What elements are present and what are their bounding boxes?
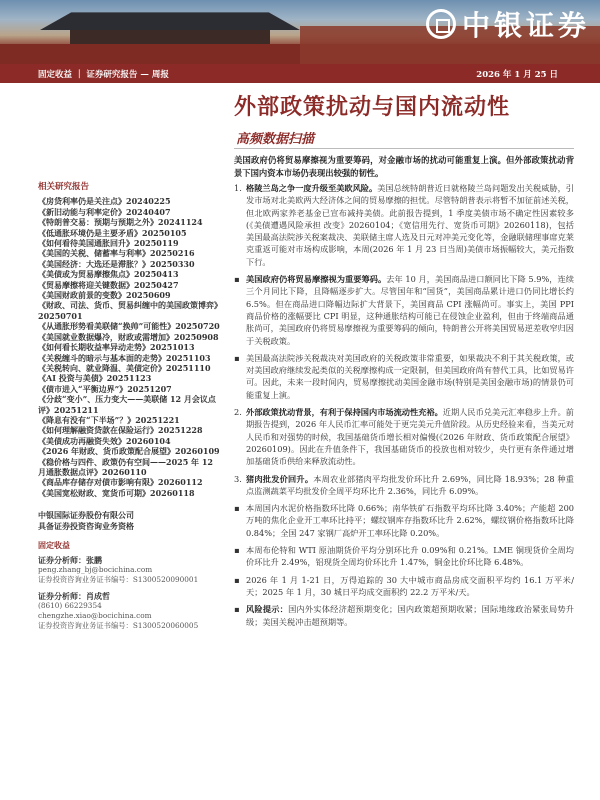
company-logo xyxy=(426,4,590,44)
related-report-item: 《商品库存储存对债市影响有限》20260112 xyxy=(38,477,203,488)
summary-text: 美国政府仍将贸易摩擦视为重要筹码，对金融市场的扰动可能重复上演。但外部政策扰动背景下国内资本市场仍表现出较强的韧性。 xyxy=(234,155,574,178)
analyst-name: 证券分析师：肖成哲 xyxy=(38,590,110,601)
related-reports-list xyxy=(38,196,223,498)
report-body xyxy=(234,182,574,633)
related-report-item: 《关税转向、就业降温、美债定价》20251110 xyxy=(38,362,211,373)
body-paragraph xyxy=(234,544,574,569)
analyst-list xyxy=(38,555,223,631)
bullet-marker: ▪ xyxy=(234,503,240,514)
related-report-item: 《美国宽松财政、宽货币可期》20260118 xyxy=(38,487,195,498)
report-date: 2026 年 1 月 25 日 xyxy=(476,70,558,80)
related-report-item: 《如何看长期收益率异动走势》20251013 xyxy=(38,342,195,353)
related-report-item: 《财政、司法、货币、贸易纠缠中的美国政策博弈》20250701 xyxy=(38,300,222,321)
report-category: 固定收益 ｜ 证券研究报告 — 周报 xyxy=(38,70,169,80)
analyst-email: peng.zhang_bj@bocichina.com xyxy=(38,564,153,574)
paragraph-text: 2026 年 1 月 1-21 日，万得追踪的 30 大中城市商品房成交面积平均约 16.1 万平米/天；2025 年 1 月，30 城日平均成交面积约 22.2 万平米/天。 xyxy=(246,574,574,597)
related-report-item: 《美国的关税、储蓄率与利率》20250216 xyxy=(38,248,195,259)
palace-roof-image xyxy=(40,8,300,30)
paragraph-text: 本周农业部猪肉平均批发价环比升 2.69%，同比降 18.93%；28 种重点监测蔬菜平均批发价全周平均环比升 2.36%，同比升 6.09%。 xyxy=(246,473,574,496)
body-paragraph xyxy=(234,406,574,467)
sector-label: 固定收益 xyxy=(38,540,70,551)
paragraph-lead: 美国政府仍将贸易摩擦视为重要筹码。 xyxy=(246,274,387,285)
related-report-item: 《如何理解融资贷款在保险运行》20251228 xyxy=(38,425,203,436)
related-report-item: 《如何看待美国通胀回升》20250119 xyxy=(38,238,179,249)
analyst-email: chengzhe.xiao@bocichina.com xyxy=(38,610,152,620)
company-line: 具备证券投资咨询业务资格 xyxy=(38,521,134,532)
analyst-block xyxy=(38,591,223,631)
analyst-phone: (8610) 66229354 xyxy=(38,600,102,610)
logo-text: 中银证券 xyxy=(461,9,590,42)
paragraph-text: 国内外实体经济超预期变化；国内政策超预期收紧；国际地缘政治紧张局势升级；美国关税冲击超预期等。 xyxy=(246,604,574,627)
related-report-item: 《2026 年财政、货币政策配合展望》20260109 xyxy=(38,446,220,457)
bullet-marker: ▪ xyxy=(234,574,240,585)
bullet-marker: 2. xyxy=(234,407,242,418)
related-report-item: 《从通胀形势看美联储“换帅”可能性》20250720 xyxy=(38,321,220,332)
analyst-cert: 证券投资咨询业务证书编号：S1300520060005 xyxy=(38,620,199,630)
report-subtitle: 高频数据扫描 xyxy=(236,132,315,147)
sidebar xyxy=(38,182,223,637)
header-banner xyxy=(0,0,600,64)
related-report-item: 《分歧“变小”、压力变大——美联储 12 月会议点评》20251211 xyxy=(38,394,216,415)
paragraph-text: 近期人民币兑美元汇率稳步上升。前期报告提到，2026 年人民币汇率可能处于更完美元升值阶段。从历史经验来看，当美元对人民币和对强势的时候，我国基础货币增长相对偏慢(《2026 年财政、货币政策配合展望》20260109)。因此在升值条件下，我国基础货币的投放也相对较少，央行更有条件通过增加基础货币供给来释放流动性。 xyxy=(246,407,574,467)
related-report-item: 《美债成功再融资失效》20260104 xyxy=(38,435,171,446)
bullet-marker: ▪ xyxy=(234,545,240,556)
bullet-marker: ▪ xyxy=(234,352,240,363)
paragraph-lead: 外部政策扰动背景，有利于保持国内市场流动性充裕。 xyxy=(246,407,443,418)
body-paragraph xyxy=(234,273,574,347)
related-report-item: 《降息有没有“下半场”？》20251221 xyxy=(38,414,180,425)
body-paragraph xyxy=(234,574,574,599)
related-report-item: 《债市进入“平衡边界”》20251207 xyxy=(38,383,172,394)
paragraph-text: 本周布伦特和 WTI 原油期货价平均分别环比升 0.09%和 0.21%。LME 铜现货价全周均价环比升 2.49%，铝现货全周均价环比升 1.47%，铜金比价环比降 6.48%。 xyxy=(246,545,574,568)
bullet-marker: 3. xyxy=(234,473,242,484)
related-report-item: 《低通胀环境仍是主要矛盾》20250105 xyxy=(38,227,187,238)
paragraph-lead: 风险提示： xyxy=(246,604,289,615)
paragraph-text: 去年 10 月，美国商品进口额同比下降 5.9%，连续三个月同比下降，且降幅逐步扩大。尽管国年和“国货”，美国商品累计进口仍同比增长约 6.5%。但在商品进口降幅边际扩大背景下，美国商品 CPI 涨幅尚可。事实上，美国 PPI 商品价格的涨幅要比 CPI 明显，这种通胀结构可能已在侵蚀企业盈利，但由于终端商品通胀尚可，美国政府仍将贸易摩擦视为重要筹码的倾向，特朗普公开将美国贸易逆差收窄归因于关税政策。 xyxy=(246,274,574,346)
related-report-item: 《新旧动能与利率定价》20240407 xyxy=(38,206,171,217)
related-report-item: 《特朗普交易：预期与预期之外》20241124 xyxy=(38,217,203,228)
paragraph-lead: 格陵兰岛之争一度升级至美欧风险。 xyxy=(246,183,378,193)
related-report-item: 《AI 投资与美债》20251123 xyxy=(38,373,152,384)
related-report-item: 《稳价格与四件、政策仍有空间——2025 年 12 月通胀数据点评》20260110 xyxy=(38,456,213,477)
related-report-item: 《贸易摩擦将迎关键数据》20250427 xyxy=(38,279,179,290)
analyst-name: 证券分析师：张鹏 xyxy=(38,554,102,565)
related-reports-heading: 相关研究报告 xyxy=(38,182,90,192)
company-info xyxy=(38,510,223,532)
body-paragraph xyxy=(234,603,574,628)
report-title: 外部政策扰动与国内流动性 xyxy=(234,94,511,120)
bullet-marker: ▪ xyxy=(234,604,240,615)
body-paragraph xyxy=(234,182,574,268)
related-report-item: 《房贷利率仍是关注点》20240225 xyxy=(38,196,171,207)
related-report-item: 《关税缠斗的暗示与基本面的走势》20251103 xyxy=(38,352,211,363)
related-report-item: 《美债或为贸易摩擦焦点》20250413 xyxy=(38,269,179,280)
bank-logo-icon xyxy=(426,9,456,39)
paragraph-text: 美国最高法院涉关税裁决对美国政府的关税政策非常重要，如果裁决不利于其关税政策，或对美国政府继续发起类似的关税摩擦构成一定限制，但美国政府尚有替代工具，比如贸易许可。因此，未来一段时间内，贸易摩擦扰动美国金融市场(特别是美国金融市场)的情景仍可能重复上演。 xyxy=(246,352,574,400)
bullet-marker: 1. xyxy=(234,183,242,193)
related-report-item: 《美国经济：大选还是滞胀？》20250330 xyxy=(38,258,195,269)
body-paragraph xyxy=(234,473,574,498)
analyst-block xyxy=(38,555,223,585)
related-report-item: 《美国就业数据爆冷，财政或需增加》20250908 xyxy=(38,331,219,342)
title-divider xyxy=(234,148,574,149)
company-line: 中银国际证券股份有限公司 xyxy=(38,510,134,521)
palace-eaves-image xyxy=(70,30,270,44)
paragraph-text: 美国总统特朗普近日就格陵兰岛问题发出关税威胁，引发市场对北美欧两大经济体之间的贸易摩擦的担忧。尽管特朗普表示将暂不加征前述关税，但北欧两家养老基金已宣布减持美债。此前报告提到，1 季度美债市场不确定性因素较多(《美债遭遇风险承担 改变》20260104；《宽信用先行、宽货币可期》20260118)，包括美国最高法院涉关税案裁决、美联储主席人选及日元对冲美元变化等，金融联储理事席克莱克重返可能对市场构成影响，本周(2026 年 1 月 23 日当周)美债市场振幅较大，美元指数下行。 xyxy=(246,183,574,267)
paragraph-text: 本周国内水泥价格指数环比降 0.66%；南华铁矿石指数平均环比降 3.40%；产能超 200 万吨的焦化企业开工率环比持平；螺纹钢库存指数环比升 2.62%，螺纹钢价格指数环比降 0.84%；全国 247 家钢厂高炉开工率环比降 0.20%。 xyxy=(246,503,574,538)
body-paragraph xyxy=(234,502,574,539)
body-paragraph xyxy=(234,352,574,401)
analyst-cert: 证券投资咨询业务证书编号：S1300520090001 xyxy=(38,574,199,584)
bullet-marker: ▪ xyxy=(234,274,240,285)
report-info-bar xyxy=(0,64,600,83)
related-report-item: 《美国财政前景的变数》20250609 xyxy=(38,290,171,301)
paragraph-lead: 猪肉批发价回升。 xyxy=(246,473,314,484)
